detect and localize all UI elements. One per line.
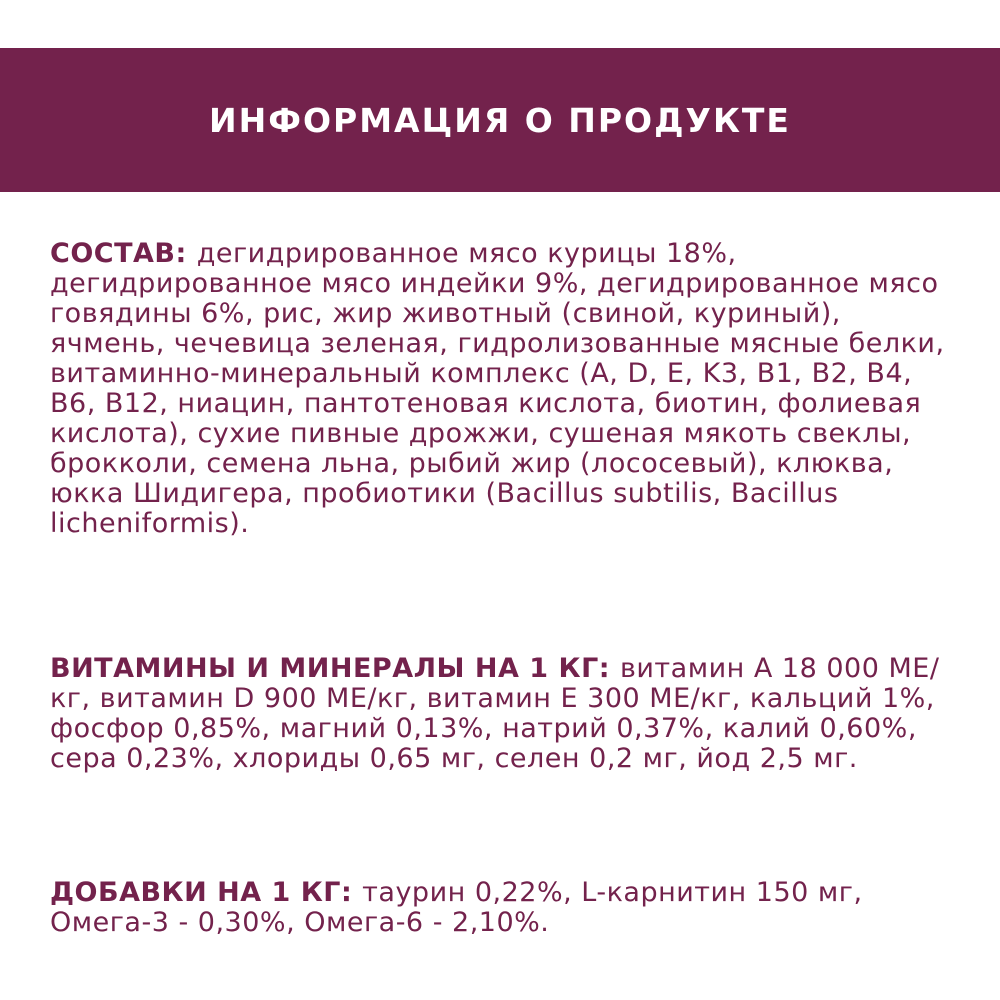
additives-text: таурин 0,22%, L-карнитин 150 мг, Омега-3 - 0,30%, Омега-6 - 2,10%.: [50, 877, 863, 938]
vitamins-text: витамин А 18 000 МЕ/кг, витамин D 900 МЕ/кг, витамин Е 300 МЕ/кг, кальций 1%, фосфор 0,85%, магний 0,13%, натрий 0,37%, калий 0,60%, сера 0,23%, хлориды 0,65 мг, селен 0,2 мг, йод 2,5 мг.: [50, 653, 940, 774]
vitamins-section: [50, 654, 955, 774]
additives-section: [50, 878, 955, 938]
header-banner: [0, 48, 1000, 192]
vitamins-heading: ВИТАМИНЫ И МИНЕРАЛЫ НА 1 КГ:: [50, 653, 620, 684]
composition-text: дегидрированное мясо курицы 18%, дегидрированное мясо индейки 9%, дегидрированное мясо говядины 6%, рис, жир животный (свиной, куриный), ячмень, чечевица зеленая, гидролизованные мясные белки, витаминно-минеральный комплекс (A, D, E, K3, B1, B2, B4, B6, B12, ниацин, пантотеновая кислота, биотин, фолиевая кислота), сухие пивные дрожжи, сушеная мякоть свеклы, брокколи, семена льна, рыбий жир (лососевый), клюква, юкка Шидигера, пробиотики (Bacillus subtilis, Bacillus licheniformis).: [50, 238, 945, 539]
additives-heading: ДОБАВКИ НА 1 КГ:: [50, 877, 363, 908]
page-title: ИНФОРМАЦИЯ О ПРОДУКТЕ: [209, 100, 791, 140]
composition-section: [50, 239, 955, 539]
composition-heading: СОСТАВ:: [50, 238, 197, 269]
